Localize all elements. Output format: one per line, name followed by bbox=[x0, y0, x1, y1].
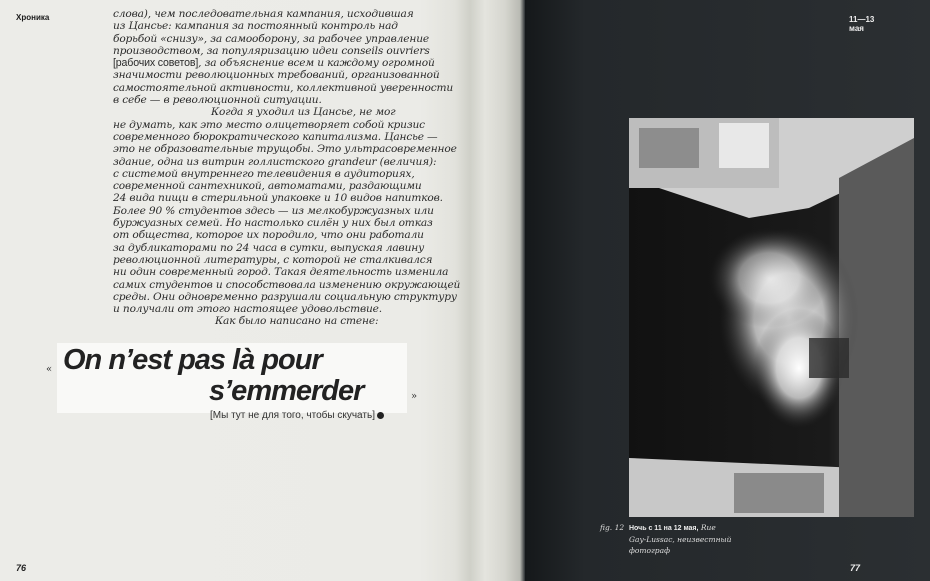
open-quote-mark: « bbox=[46, 364, 53, 375]
text-line: здание, одна из витрин голлистского grandeur (величия): bbox=[113, 155, 437, 168]
bullet-dot-icon bbox=[377, 412, 384, 419]
text-line: современной сантехникой, автоматами, раздающими bbox=[113, 180, 422, 193]
text-line: не думать, как это место олицетворяет собой кризис bbox=[113, 118, 425, 131]
text-line: это не образовательные трущобы. Это ультрасовременное bbox=[113, 143, 457, 156]
text-line: среды. Они одновременно разрушали социальную структуру bbox=[113, 290, 457, 303]
text-line: производством, за популяризацию идеи conseils ouvriers bbox=[113, 44, 430, 57]
text-line: самих студентов и способствовала изменению окружающей bbox=[113, 278, 461, 291]
text-line: современного бюрократического капитализма. Цансье — bbox=[113, 130, 438, 143]
text-line: с системой внутреннего телевидения в аудиториях, bbox=[113, 167, 415, 180]
figure-label: fig. 12 bbox=[600, 523, 625, 532]
page-number-left: 76 bbox=[16, 563, 27, 573]
text-line: слова), чем последовательная кампания, исходившая bbox=[113, 8, 414, 20]
text-line: значимости революционных требований, организованной bbox=[113, 69, 440, 82]
text-line: революционной литературы, с которой не сталкивался bbox=[113, 253, 433, 266]
pull-quote-line-1: On n’est pas là pour bbox=[63, 344, 322, 376]
page-number-right: 77 bbox=[850, 563, 861, 573]
close-quote-mark: » bbox=[411, 391, 418, 402]
text-line: борьбой «снизу», за самооборону, за рабочее управление bbox=[113, 32, 430, 45]
pull-quote-line-2: s’emmerder bbox=[209, 375, 364, 407]
body-text bbox=[113, 8, 461, 328]
text-line: Более 90 % студентов здесь — из мелкобуржуазных или bbox=[113, 204, 434, 217]
text-line: из Цансье: кампания за постоянный контроль над bbox=[113, 20, 398, 33]
running-head: Хроника bbox=[16, 13, 50, 22]
text-line: за дубликаторами по 24 часа в сутки, выпуская лавину bbox=[113, 241, 425, 254]
text-line: самостоятельной активности, коллективной уверенности bbox=[113, 81, 454, 94]
quote-translation: [Мы тут не для того, чтобы скучать] bbox=[210, 410, 384, 421]
text-line: ни один современный город. Такая деятельность изменила bbox=[113, 266, 449, 279]
date-running-head: 11—13 мая bbox=[849, 15, 875, 33]
text-line: и получали от этого настоящее удовольствие. bbox=[113, 303, 382, 316]
text-line: в себе — в революционной ситуации. bbox=[113, 94, 322, 107]
photograph-rue-gay-lussac bbox=[629, 118, 914, 517]
text-line: Когда я уходил из Цансье, не мог bbox=[211, 106, 396, 119]
text-line: от общества, которое их породило, что они работали bbox=[113, 229, 424, 242]
text-line: [рабочих советов], за объяснение всем и каждому огромной bbox=[113, 57, 435, 70]
text-line: 24 вида пищи в стерильной упаковке и 10 видов напитков. bbox=[113, 192, 443, 205]
text-line: Как было написано на стене: bbox=[215, 315, 379, 328]
text-line: буржуазных семей. Но настолько силён у них был отказ bbox=[113, 217, 433, 230]
photo-image bbox=[629, 118, 914, 517]
